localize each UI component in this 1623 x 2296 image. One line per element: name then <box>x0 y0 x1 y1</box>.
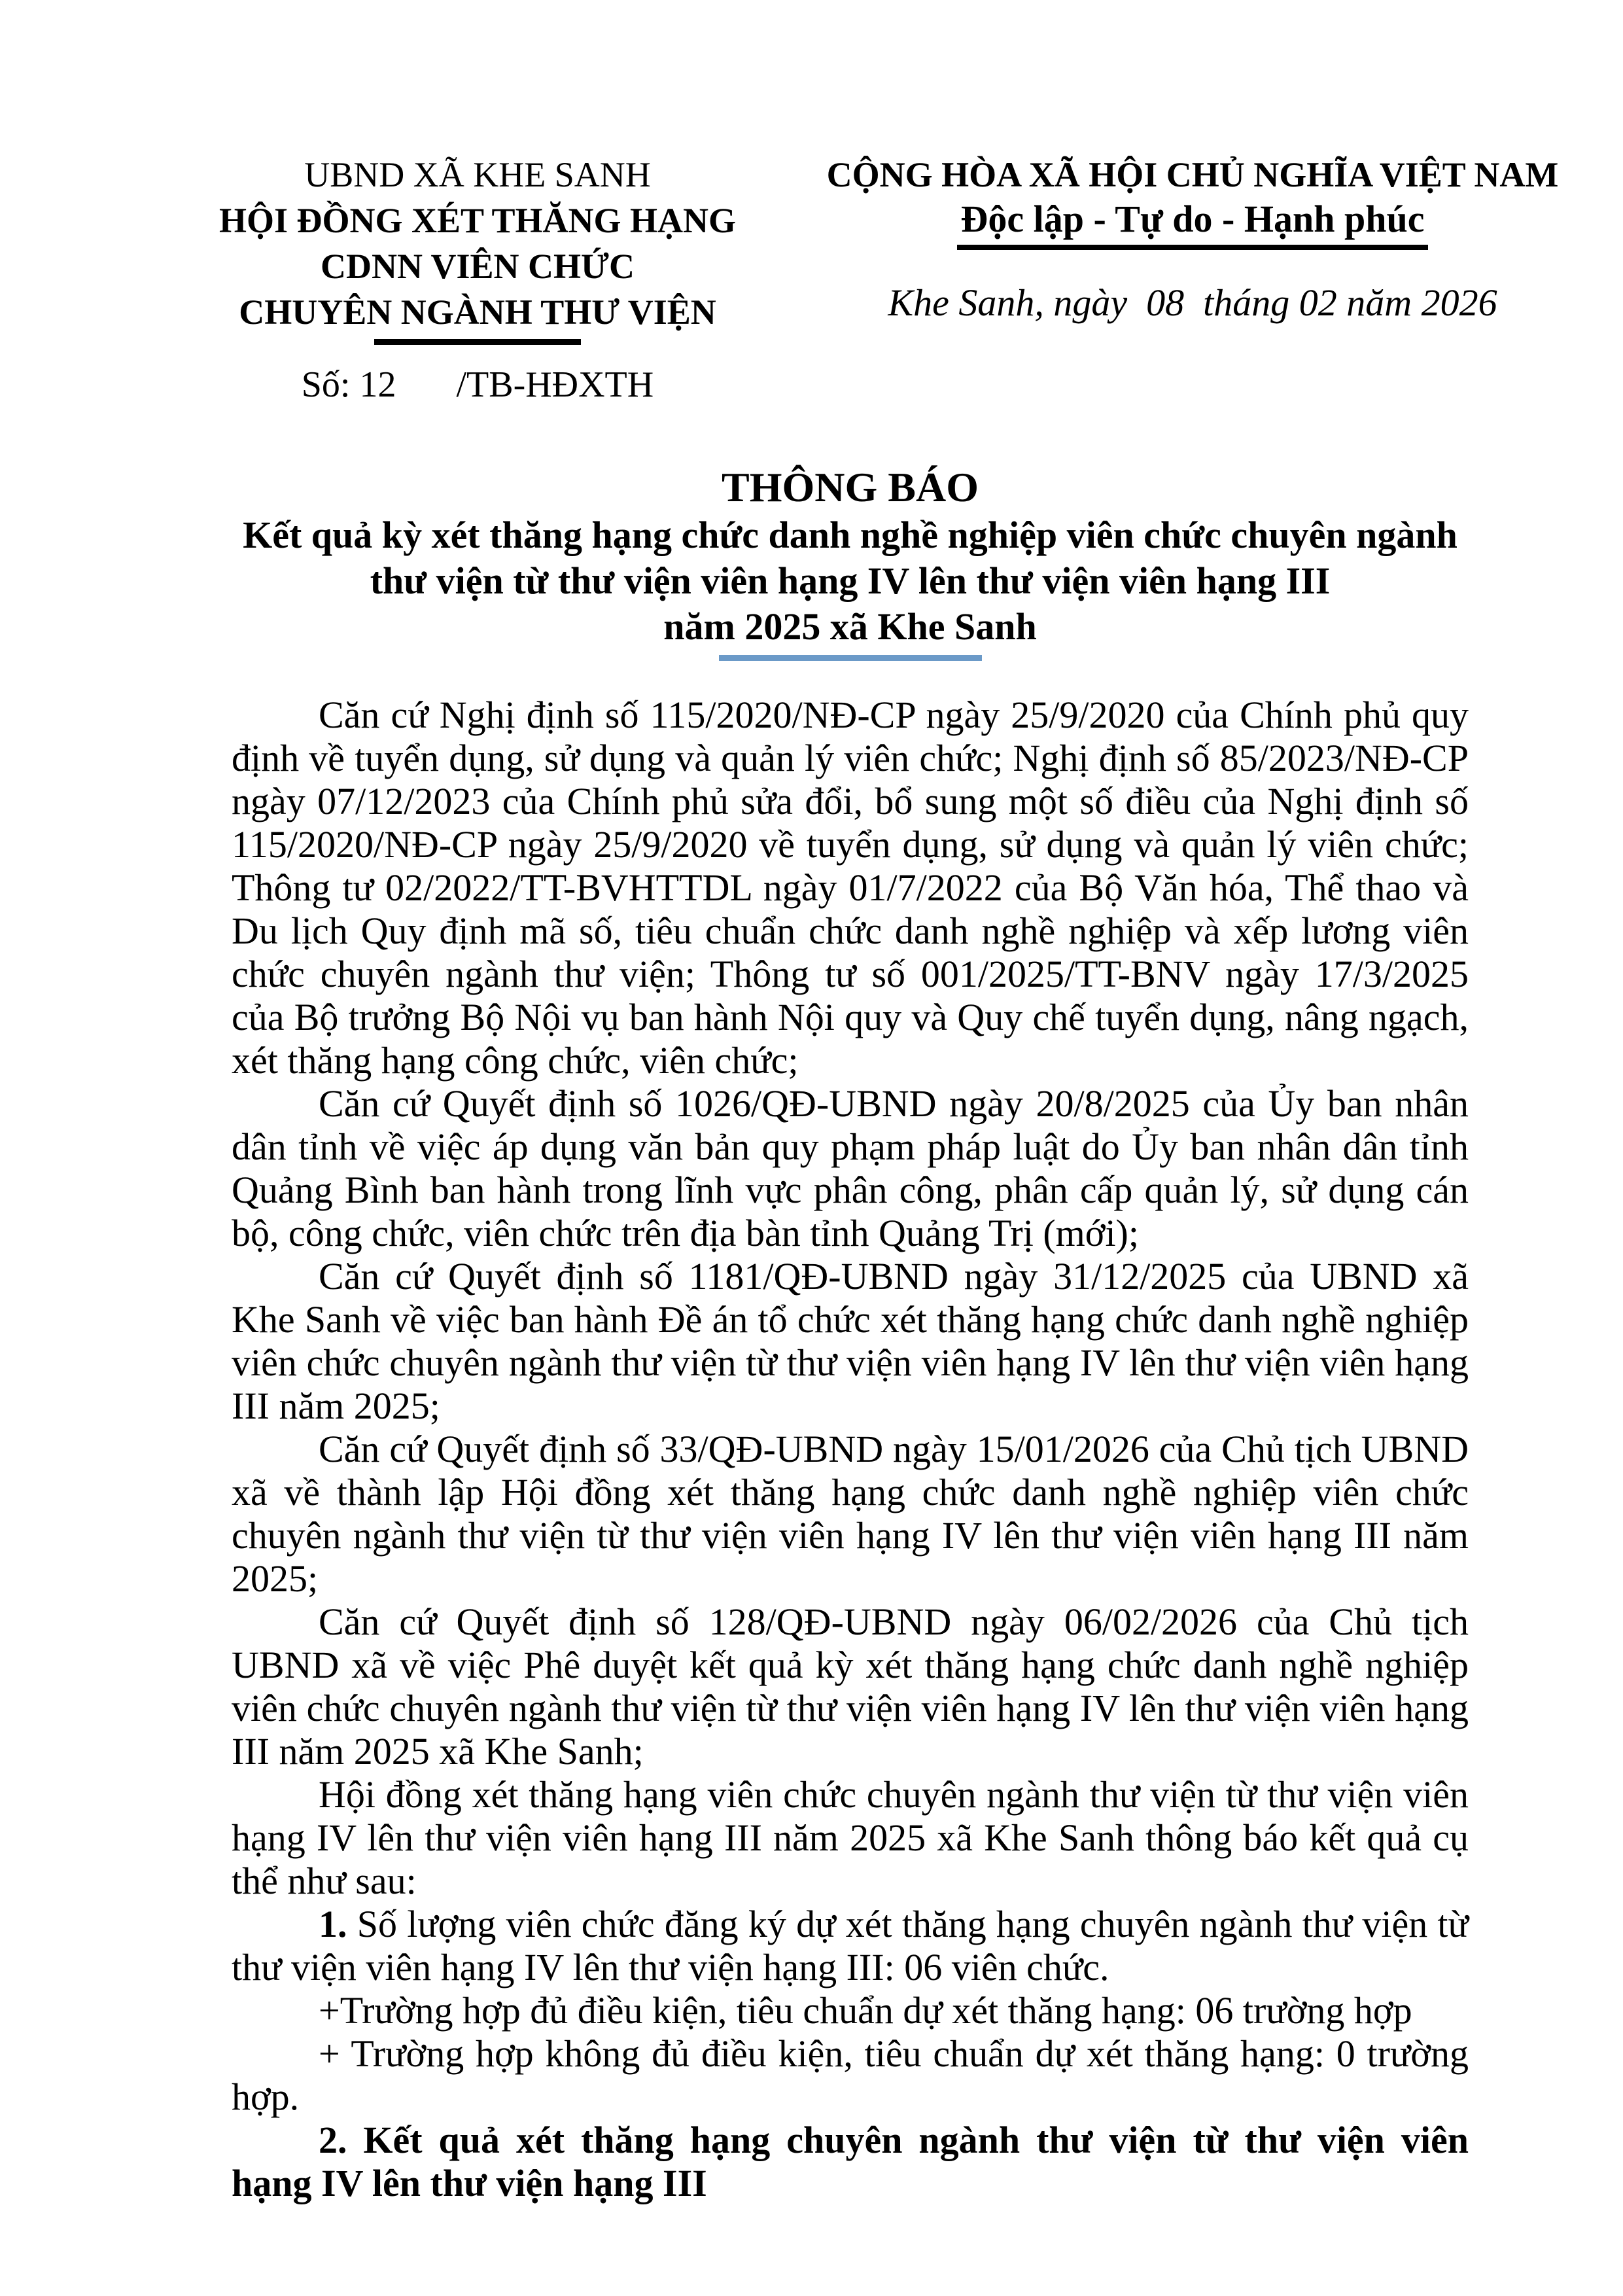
document-title: THÔNG BÁO <box>722 464 979 510</box>
org-underline <box>374 339 581 345</box>
document-body <box>232 694 1469 2205</box>
document-subtitle-line-3: năm 2025 xã Khe Sanh <box>663 605 1037 648</box>
document-title-block <box>232 463 1469 661</box>
national-header-block <box>812 152 1573 406</box>
place-date-line: Khe Sanh, ngày 08 tháng 02 năm 2026 <box>888 281 1497 324</box>
paragraph: Căn cứ Quyết định số 1026/QĐ-UBND ngày 20/8/2025 của Ủy ban nhân dân tỉnh về việc áp dụng văn bản quy phạm pháp luật do Ủy ban nhân dân tỉnh Quảng Bình ban hành trong lĩnh vực phân công, phân cấp quản lý, sử dụng cán bộ, công chức, viên chức trên địa bàn tỉnh Quảng Trị (mới); <box>232 1082 1469 1254</box>
paragraph-number: 1. <box>319 1903 347 1945</box>
document-header <box>0 0 1623 406</box>
org-name-line-3: CHUYÊN NGÀNH THƯ VIỆN <box>239 292 716 332</box>
national-motto: Độc lập - Tự do - Hạnh phúc <box>957 199 1429 250</box>
paragraph: Hội đồng xét thăng hạng viên chức chuyên ngành thư viện từ thư viện viên hạng IV lên thư viện viên hạng III năm 2025 xã Khe Sanh thông báo kết quả cụ thể như sau: <box>232 1773 1469 1902</box>
paragraph: +Trường hợp đủ điều kiện, tiêu chuẩn dự xét thăng hạng: 06 trường hợp <box>319 1989 1412 2032</box>
document-subtitle-line-2: thư viện từ thư viện viên hạng IV lên thư viện viên hạng III <box>370 559 1331 602</box>
org-name-line-2: CDNN VIÊN CHỨC <box>320 247 635 286</box>
title-accent-underline <box>719 655 982 661</box>
paragraph: + Trường hợp không đủ điều kiện, tiêu chuẩn dự xét thăng hạng: 0 trường hợp. <box>232 2032 1469 2118</box>
paragraph: Căn cứ Quyết định số 128/QĐ-UBND ngày 06/02/2026 của Chủ tịch UBND xã về việc Phê duyệt kết quả kỳ xét thăng hạng chức danh nghề nghiệp viên chức chuyên ngành thư viện từ thư viện viên hạng IV lên thư viện viên hạng III năm 2025 xã Khe Sanh; <box>232 1600 1469 1773</box>
paragraph: Căn cứ Nghị định số 115/2020/NĐ-CP ngày 25/9/2020 của Chính phủ quy định về tuyển dụng, sử dụng và quản lý viên chức; Nghị định số 85/2023/NĐ-CP ngày 07/12/2023 của Chính phủ sửa đổi, bổ sung một số điều của Nghị định số 115/2020/NĐ-CP ngày 25/9/2020 về tuyển dụng, sử dụng và quản lý viên chức; Thông tư 02/2022/TT-BVHTTDL ngày 01/7/2022 của Bộ Văn hóa, Thể thao và Du lịch Quy định mã số, tiêu chuẩn chức danh nghề nghiệp và xếp lương viên chức chuyên ngành thư viện; Thông tư số 001/2025/TT-BNV ngày 17/3/2025 của Bộ trưởng Bộ Nội vụ ban hành Nội quy và Quy chế tuyển dụng, nâng ngạch, xét thăng hạng công chức, viên chức; <box>232 694 1469 1082</box>
paragraph: 2. Kết quả xét thăng hạng chuyên ngành thư viện từ thư viện viên hạng IV lên thư viện hạng III <box>232 2119 1469 2204</box>
org-name-line-1: HỘI ĐỒNG XÉT THĂNG HẠNG <box>218 201 737 240</box>
org-parent-name: UBND XÃ KHE SANH <box>304 155 651 194</box>
doc-number: Số: 12 <box>301 364 396 405</box>
paragraph: Căn cứ Quyết định số 1181/QĐ-UBND ngày 31/12/2025 của UBND xã Khe Sanh về việc ban hành Đề án tổ chức xét thăng hạng chức danh nghề nghiệp viên chức chuyên ngành thư viện từ thư viện viên hạng IV lên thư viện viên hạng III năm 2025; <box>232 1255 1469 1427</box>
doc-number-line <box>147 363 809 406</box>
issuing-org-block <box>147 152 809 406</box>
national-motto-wrap <box>812 199 1573 250</box>
doc-symbol: /TB-HĐXTH <box>456 364 654 405</box>
paragraph: Căn cứ Quyết định số 33/QĐ-UBND ngày 15/01/2026 của Chủ tịch UBND xã về thành lập Hội đồng xét thăng hạng chức danh nghề nghiệp viên chức chuyên ngành thư viện từ thư viện viên hạng IV lên thư viện viên hạng III năm 2025; <box>232 1428 1469 1600</box>
national-title: CỘNG HÒA XÃ HỘI CHỦ NGHĨA VIỆT NAM <box>826 155 1559 194</box>
document-subtitle-line-1: Kết quả kỳ xét thăng hạng chức danh nghề nghiệp viên chức chuyên ngành <box>243 514 1457 556</box>
paragraph: 1. Số lượng viên chức đăng ký dự xét thăng hạng chuyên ngành thư viện từ thư viện viên hạng IV lên thư viện hạng III: 06 viên chức. <box>232 1903 1469 1988</box>
